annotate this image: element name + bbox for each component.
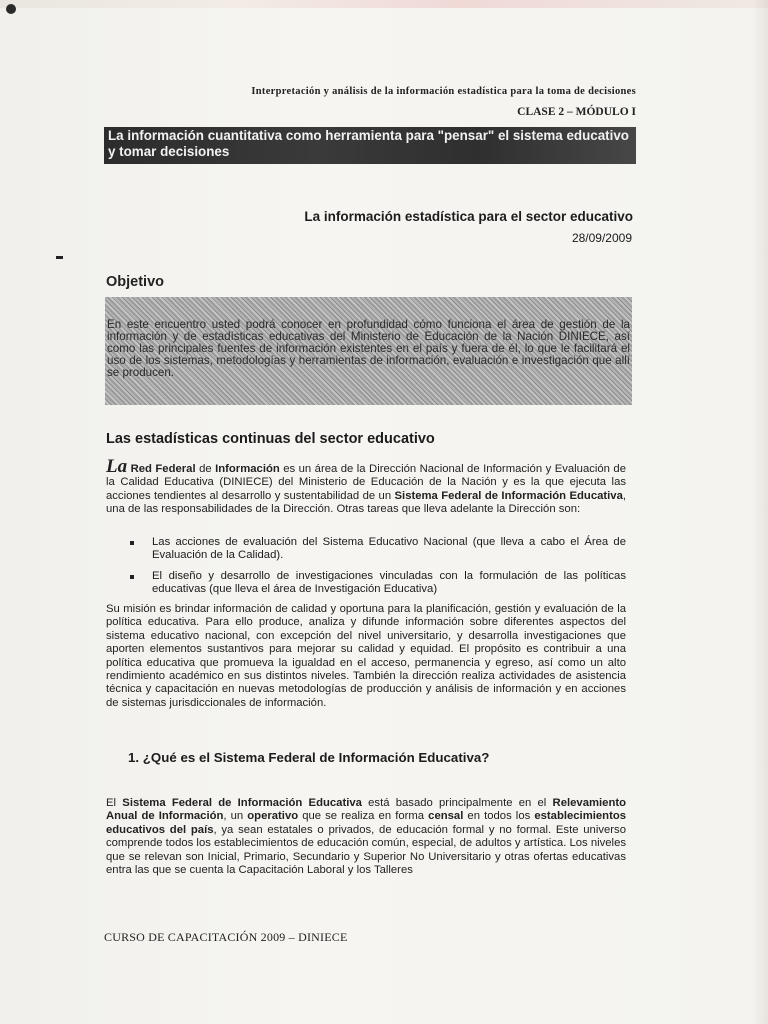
text: es un área de la Dirección Nacional de Información y Evaluación de la Calidad Educativa (DINIECE) del Ministerio de Educación de la Nación y es la que ejecuta las acciones tendientes al desarrollo y sustentabilidad de un [106,463,627,502]
bold-text: Sistema Federal de Información Educativa [122,797,362,809]
section-heading: Las estadísticas continuas del sector educativo [106,431,435,447]
bold-text: operativo [247,810,299,823]
objective-text: En este encuentro usted podrá conocer en profundidad cómo funciona el área de gestión de la información y de estadísticas educativas del Ministerio de Educación de la Nación DINIECE, así como las principales fuentes de información existentes en el país y fuera de él, lo que le facilitará el uso de los sistemas, metodologías y herramientas de información, evaluación e investigación que allí se producen. [107,318,630,379]
document-title: La información estadística para el sector educativo [304,209,633,224]
question-heading: 1. ¿Qué es el Sistema Federal de Información Educativa? [128,750,490,765]
bold-text: Sistema Federal de Información Educativa [394,489,623,502]
running-title: Interpretación y análisis de la información estadística para la toma de decisiones [251,86,636,97]
bullet-list [128,536,626,604]
module-label: CLASE 2 – MÓDULO I [517,106,636,118]
objective-box [105,297,632,405]
title-banner: La información cuantitativa como herramienta para "pensar" el sistema educativo y tomar decisiones [104,127,636,164]
bold-text: Relevamiento Anual de Información [106,797,627,823]
bold-text: establecimientos educativos del país [106,810,627,836]
text: está basado principalmente en el [361,797,553,809]
list-item: El diseño y desarrollo de investigaciones vinculadas con la formulación de las políticas educativas (que lleva el área de Investigación Educativa) [128,570,626,597]
text: que se realiza en forma [298,810,429,823]
text: , una de las responsabilidades de la Dirección. Otras tareas que lleva adelante la Dirección son: [106,489,626,516]
top-edge [0,0,768,8]
page-edge-shadow [752,0,768,1024]
page-footer: CURSO DE CAPACITACIÓN 2009 – DINIECE [104,930,348,944]
objective-heading: Objetivo [106,274,165,290]
text: , ya sean estatales o privados, de educación formal y no formal. Este universo comprende todos los establecimientos de educación común, especial, de adultos y artística. Los niveles que se relevan son Inicial, Primario, Secundario y Superior No Universitario y otras ofertas educativas entra las que se cuenta la Capacitación Laboral y los Talleres [106,823,626,877]
document-date: 28/09/2009 [571,231,632,245]
text: en todos los [463,810,535,823]
drop-cap: La [106,456,128,477]
punch-mark [6,4,16,14]
text: de [195,463,216,475]
margin-mark [56,256,63,259]
paragraph-intro [106,456,627,517]
text: El [106,797,123,809]
list-item: Las acciones de evaluación del Sistema Educativo Nacional (que lleva a cabo el Área de Evaluación de la Calidad). [128,536,626,563]
text: , un [223,810,248,823]
bold-text: Información [215,463,280,475]
bold-text: censal [428,810,464,823]
bold-text: Red Federal [127,463,196,475]
paragraph-mission: Su misión es brindar información de calidad y oportuna para la planificación, gestión y evaluación de la política educativa. Para ello produce, analiza y difunde información sobre diferentes aspectos del sistema educativo nacional, con excepción del nivel universitario, y desarrolla investigaciones que aporten elementos sustantivos para mejorar su calidad y equidad. El propósito es contribuir a una política educativa que promueva la igualdad en el acceso, permanencia y egreso, así como un alto rendimiento académico en sus distintos niveles. También la dirección realiza actividades de asistencia técnica y capacitación en nuevas metodologías de producción y análisis de información y en acciones de sistemas jurisdiccionales de información. [106,603,626,709]
paragraph-system [106,797,626,877]
